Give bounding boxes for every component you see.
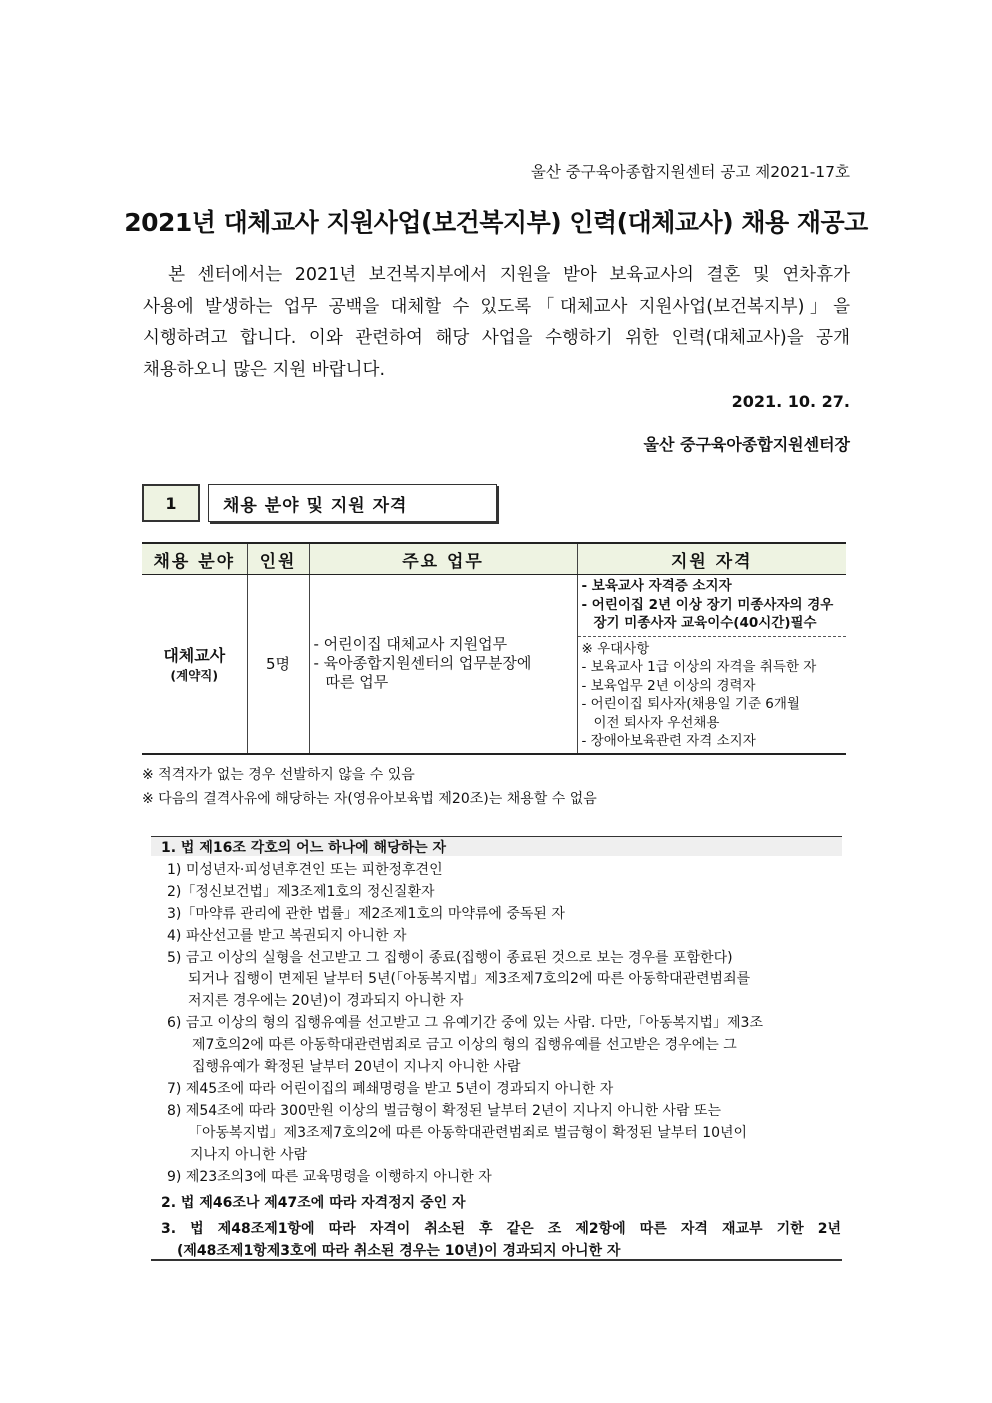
disq-line: 「아동복지법」제3조제7호의2에 따른 아동학대관련범죄로 벌금형이 확정된 날부터 10년이 bbox=[188, 1125, 748, 1141]
notice-number: 울산 중구육아종합지원센터 공고 제2021-17호 bbox=[530, 163, 850, 181]
disq-line: 9) 제23조의3에 따른 교육명령을 이행하지 아니한 자 bbox=[167, 1169, 492, 1185]
disq-line: 되거나 집행이 면제된 날부터 5년(「아동복지법」제3조제7호의2에 따른 아동학대관련범죄를 bbox=[188, 971, 751, 987]
duty-item: - 어린이집 대체교사 지원업무 bbox=[313, 635, 508, 654]
field-name: 대체교사 bbox=[163, 646, 226, 666]
disq-line: 제7호의2에 따른 아동학대관련범죄로 금고 이상의 형의 집행유예를 선고받은 경우에는 그 bbox=[192, 1037, 737, 1053]
count-cell: 5명 bbox=[247, 575, 309, 754]
duties-cell bbox=[309, 575, 577, 754]
header-qualifications: 지원 자격 bbox=[577, 543, 846, 575]
required-item: - 보육교사 자격증 소지자 bbox=[581, 578, 732, 594]
field-sub: (계약직) bbox=[170, 668, 219, 684]
disq-line: 1) 미성년자·피성년후견인 또는 피한정후견인 bbox=[167, 862, 443, 878]
duty-item: - 육아종합지원센터의 업무분장에 bbox=[313, 654, 532, 673]
disq-line: 7) 제45조에 따라 어린이집의 폐쇄명령을 받고 5년이 경과되지 아니한 자 bbox=[167, 1081, 614, 1097]
preferred-title: ※ 우대사항 bbox=[581, 640, 650, 657]
table-header-row bbox=[142, 543, 846, 575]
header-duties: 주요 업무 bbox=[309, 543, 577, 575]
intro-line: 채용하오니 많은 지원 바랍니다. bbox=[143, 359, 386, 380]
disq-line: 4) 파산선고를 받고 복권되지 아니한 자 bbox=[167, 928, 407, 944]
disq-line: 5) 금고 이상의 실형을 선고받고 그 집행이 종료(집행이 종료된 것으로 보는 경우를 포함한다) bbox=[167, 950, 733, 966]
field-cell bbox=[142, 575, 247, 754]
intro-line: 본 센터에서는 2021년 보건복지부에서 지원을 받아 보육교사의 결혼 및 연차휴가 bbox=[143, 265, 850, 285]
recruitment-table bbox=[142, 542, 846, 755]
header-field: 채용 분야 bbox=[142, 543, 247, 575]
disq-line: (제48조제1항제3호에 따라 취소된 경우는 10년)이 경과되지 아니한 자 bbox=[177, 1243, 621, 1259]
disq-line: 2. 법 제46조나 제47조에 따라 자격정지 중인 자 bbox=[161, 1195, 466, 1211]
disq-line: 집행유예가 확정된 날부터 20년이 지나지 아니한 사람 bbox=[192, 1059, 521, 1075]
preferred-item: - 보육교사 1급 이상의 자격을 취득한 자 bbox=[581, 659, 817, 675]
table-row bbox=[142, 575, 846, 754]
section-title: 채용 분야 및 지원 자격 bbox=[208, 484, 497, 522]
section-number: 1 bbox=[142, 484, 200, 522]
disq-line: 3)「마약류 관리에 관한 법률」제2조제1호의 마약류에 중독된 자 bbox=[167, 906, 565, 922]
disq-line: 6) 금고 이상의 형의 집행유예를 선고받고 그 유예기간 중에 있는 사람. 다만,「아동복지법」제3조 bbox=[167, 1015, 763, 1031]
required-item: - 어린이집 2년 이상 장기 미종사자의 경우 bbox=[581, 596, 834, 613]
intro-line: 사용에 발생하는 업무 공백을 대체할 수 있도록「대체교사 지원사업(보건복지부)」을 bbox=[143, 296, 850, 317]
note-disqualification: ※ 다음의 결격사유에 해당하는 자(영유아보육법 제20조)는 채용할 수 없음 bbox=[142, 791, 597, 807]
header-count: 인원 bbox=[247, 543, 309, 575]
intro-line: 시행하려고 합니다. 이와 관련하여 해당 사업을 수행하기 위한 인력(대체교사)을 공개 bbox=[143, 328, 850, 348]
disq-line: 2)「정신보건법」제3조제1호의 정신질환자 bbox=[167, 884, 435, 900]
disqualification-box bbox=[151, 836, 842, 1261]
preferred-item: - 어린이집 퇴사자(채용일 기준 6개월 bbox=[581, 696, 800, 712]
intro-paragraph bbox=[143, 260, 850, 386]
disq-line: 저지른 경우에는 20년)이 경과되지 아니한 자 bbox=[188, 993, 464, 1009]
disq-line: 지나지 아니한 사람 bbox=[190, 1147, 308, 1163]
preferred-item: - 장애아보육관련 자격 소지자 bbox=[581, 733, 756, 749]
duty-item: 따른 업무 bbox=[325, 673, 389, 692]
disq-line: 8) 제54조에 따라 300만원 이상의 벌금형이 확정된 날부터 2년이 지나지 아니한 사람 또는 bbox=[167, 1103, 721, 1119]
document-title: 2021년 대체교사 지원사업(보건복지부) 인력(대체교사) 채용 재공고 bbox=[124, 208, 868, 237]
preferred-item: - 보육업무 2년 이상의 경력자 bbox=[581, 677, 756, 694]
issuer-name: 울산 중구육아종합지원센터장 bbox=[643, 435, 850, 454]
qualifications-cell bbox=[577, 575, 846, 754]
notice-date: 2021. 10. 27. bbox=[731, 392, 850, 411]
required-item: 장기 미종사자 교육이수(40시간)필수 bbox=[593, 615, 817, 631]
preferred-item: 이전 퇴사자 우선채용 bbox=[593, 714, 720, 731]
preferred-qualifications bbox=[578, 637, 847, 753]
required-qualifications bbox=[578, 575, 847, 637]
disq-line: 3. 법 제48조제1항에 따라 자격이 취소된 후 같은 조 제2항에 따른 자격 재교부 기한 2년 bbox=[161, 1221, 841, 1237]
note-no-qualified: ※ 적격자가 없는 경우 선발하지 않을 수 있음 bbox=[142, 767, 415, 783]
disq-line: 1. 법 제16조 각호의 어느 하나에 해당하는 자 bbox=[161, 840, 447, 856]
